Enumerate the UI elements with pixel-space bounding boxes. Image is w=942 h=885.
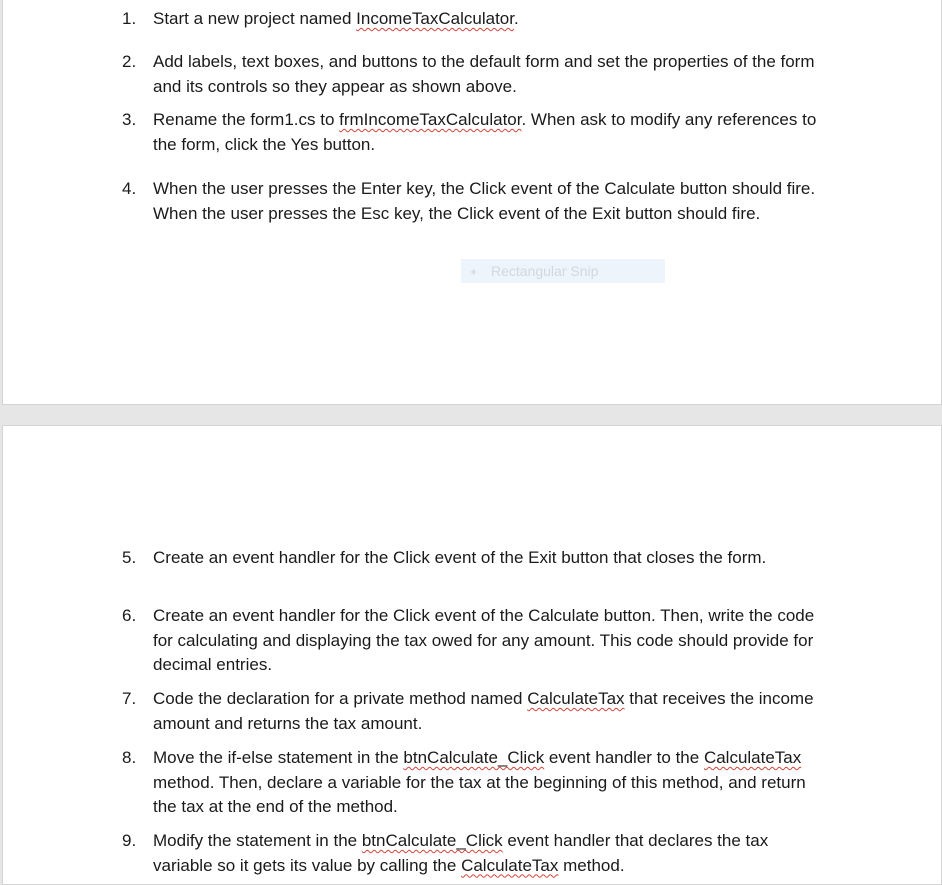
list-item-9 (122, 829, 802, 878)
spelling-flagged-word: IncomeTaxCalculator (356, 9, 514, 28)
list-text (153, 50, 817, 99)
text-segment: Start a new project named (153, 9, 357, 28)
list-number: 5. (122, 548, 137, 567)
snip-label: Rectangular Snip (491, 263, 599, 279)
list-item-4 (122, 177, 816, 226)
list-item-1 (122, 7, 802, 32)
text-segment: When the user presses the Enter key, the Click event of the Calculate button should fire. When the user presses the Esc key, the Click event of the Exit button should fire. (153, 179, 816, 223)
spelling-flagged-word: btnCalculate_Click (361, 831, 503, 850)
text-segment: method. (558, 855, 625, 875)
text-segment: Modify the statement in the (153, 831, 362, 850)
list-number: 7. (122, 689, 137, 708)
list-number: 2. (122, 52, 137, 71)
spelling-flagged-word: CalculateTax (461, 855, 559, 875)
spelling-flagged-word: CalculateTax (527, 689, 625, 708)
list-item-3 (122, 108, 817, 157)
text-segment: . (513, 9, 519, 28)
list-number: 1. (122, 9, 137, 28)
spelling-flagged-word: frmIncomeTaxCalculator (339, 110, 522, 129)
list-item-8 (122, 746, 806, 820)
list-item-5 (122, 546, 802, 571)
list-number: 9. (122, 831, 137, 850)
list-item-2 (122, 50, 815, 99)
list-text (153, 604, 817, 678)
list-text (153, 108, 817, 157)
text-segment: Create an event handler for the Click event of the Calculate button. Then, write the code for calculating and displaying the tax owed for any amount. This code should provide for decimal entries. (153, 606, 815, 674)
text-segment: method. Then, declare a variable for the tax at the beginning of this method, and return the tax at the end of the method. (153, 772, 806, 816)
list-number: 8. (122, 748, 137, 767)
text-segment: event handler to the (544, 748, 704, 767)
list-item-6 (122, 604, 815, 678)
text-segment: Rename the form1.cs to (153, 110, 340, 129)
snip-icon: ✦ (469, 267, 479, 279)
rectangular-snip-overlay (461, 259, 665, 283)
text-segment: that receives the income amount and returns the tax amount. (153, 689, 814, 733)
text-segment: Move the if-else statement in the (153, 748, 404, 767)
text-segment: Create an event handler for the Click event of the Exit button that closes the form. (153, 548, 767, 567)
list-number: 3. (122, 110, 137, 129)
document-page-2 (2, 425, 942, 885)
list-number: 6. (122, 606, 137, 625)
list-text (153, 687, 817, 736)
spelling-flagged-word: CalculateTax (703, 748, 802, 767)
document-page-1 (2, 0, 942, 405)
text-segment: Code the declaration for a private method named (153, 689, 528, 708)
text-segment: event handler that declares the tax variable so it gets its value by calling the (153, 831, 769, 875)
list-text (153, 829, 817, 878)
list-text (153, 746, 817, 820)
list-number: 4. (122, 179, 137, 198)
list-text (153, 7, 817, 32)
list-text (153, 546, 817, 571)
list-item-7 (122, 687, 814, 736)
list-text (153, 177, 817, 226)
text-segment: Add labels, text boxes, and buttons to the default form and set the properties of the form and its controls so they appear as shown above. (153, 52, 815, 96)
text-segment: . When ask to modify any references to the form, click the Yes button. (153, 110, 817, 154)
spelling-flagged-word: btnCalculate_Click (403, 748, 545, 767)
